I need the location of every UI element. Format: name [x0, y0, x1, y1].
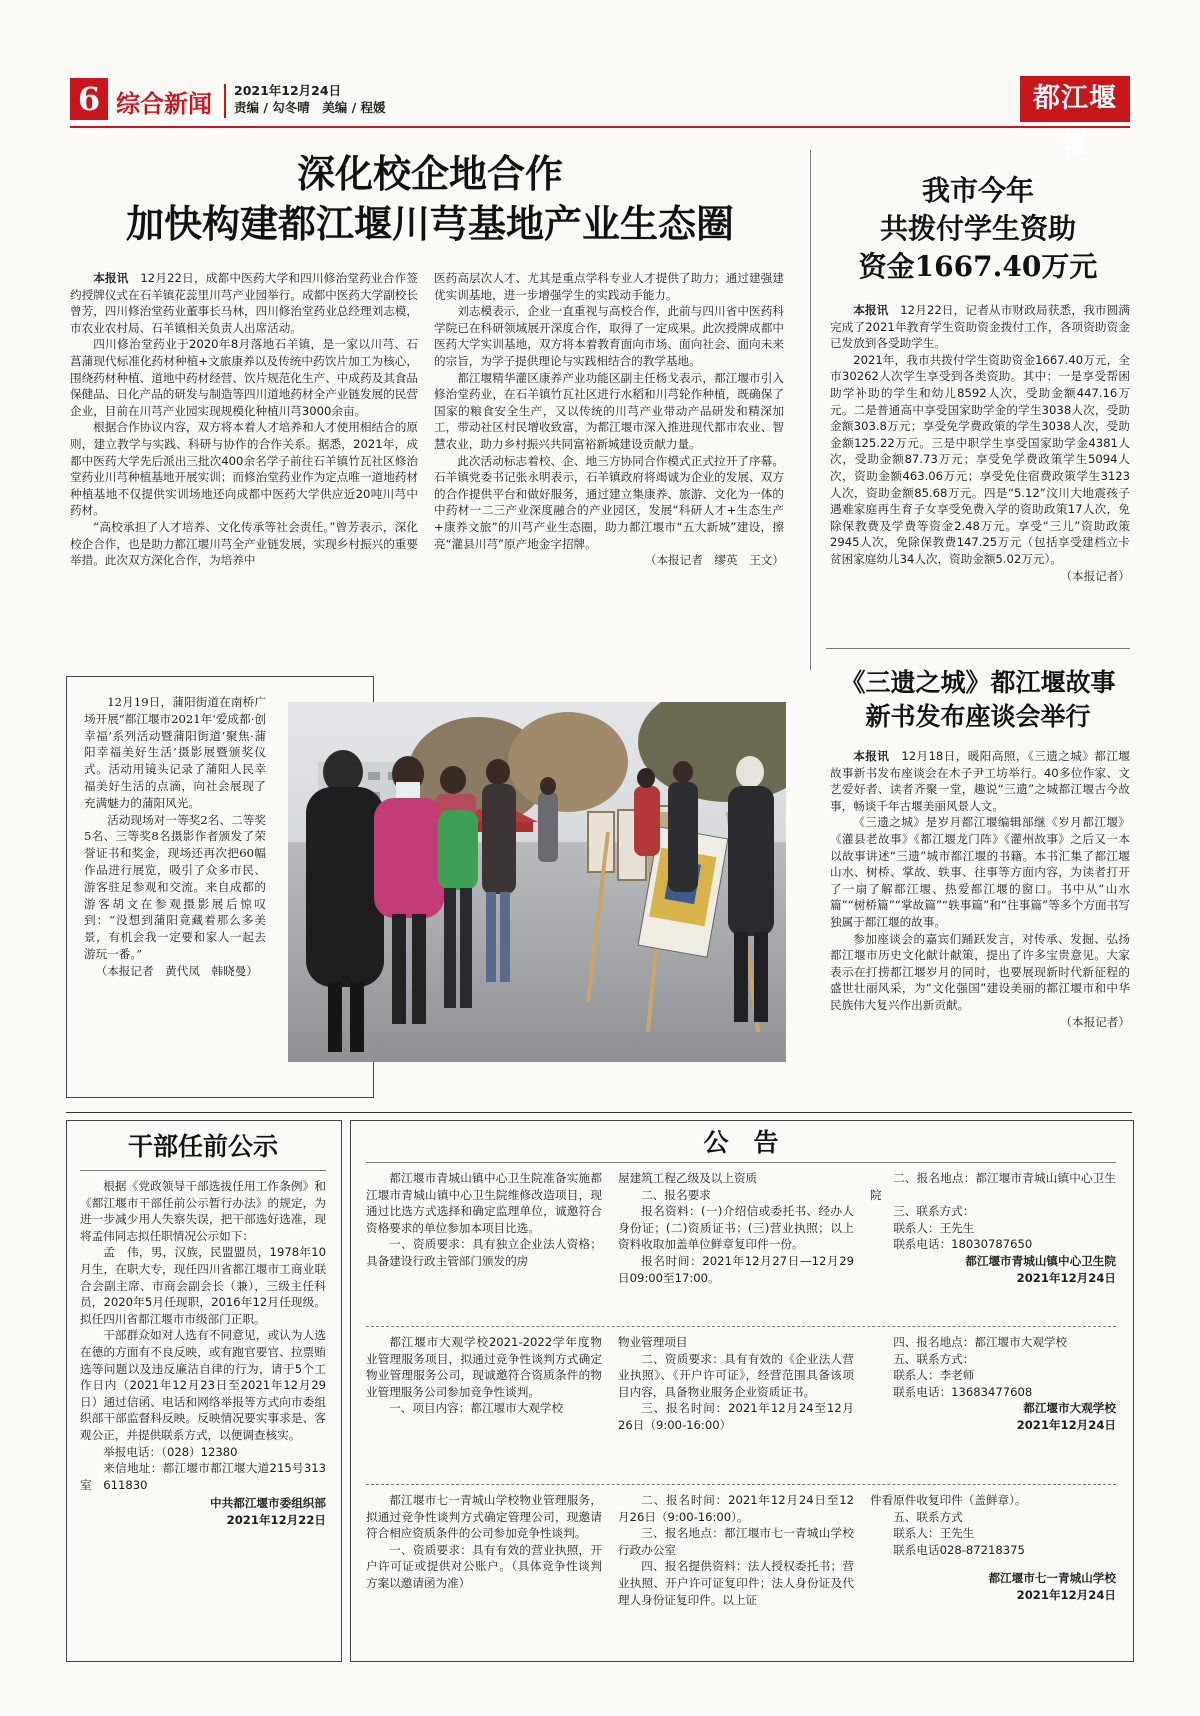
paragraph: 此次活动标志着校、企、地三方协同合作模式正式拉开了序幕。石羊镇党委书记张永明表示，石羊镇政府将竭诚为企业的发展、双方的合作提供平台和做好服务，通过建立集康养、旅游、文化为一体的中药材一二三产业深度融合的产业园区，发展“科研人才+生态生产+康养文旅”的川芎产业生态圈，助力都江堰市“五大新城”建设，擦亮“灌县川芎”原产地金字招牌。 — [434, 453, 784, 551]
header-separator — [224, 84, 226, 118]
notice-divider — [366, 1326, 1116, 1327]
notice2-col1 — [366, 1334, 602, 1417]
page-number: 6 — [70, 78, 108, 120]
section-divider — [826, 648, 1130, 649]
byline: （本报记者） — [1060, 568, 1130, 583]
paragraph: 二、资质要求：具有有效的《企业法人营业执照》、《开户许可证》，经营范围具备该项目内容，具备物业服务企业资质证书。 — [618, 1351, 854, 1399]
paragraph: 本报讯 12月22日，记者从市财政局获悉，我市圆满完成了2021年教育学生资助资金拨付工作，各项资助资金已发放到各受助学生。 — [830, 303, 1130, 351]
column-divider — [810, 150, 811, 670]
paragraph: 联系人：李老师 — [893, 1368, 975, 1383]
paragraph: 三、联系方式： — [893, 1204, 975, 1219]
paragraph: 五、联系方式： — [893, 1351, 975, 1366]
book-headline-line2: 新书发布座谈会举行 — [865, 702, 1091, 731]
byline: （本报记者 缪英 王文） — [644, 553, 784, 568]
paragraph: 本报讯 12月22日，成都中医药大学和四川修治堂药业合作签约授牌仪式在石羊镇花蕊里川芎产业园举行。成都中医药大学副校长曾芳，四川修治堂药业董事长马林，四川修治堂药业总经理刘志模，市农业农村局、石羊镇相关负责人出席活动。 — [70, 271, 418, 335]
paragraph: 三、报名地点：都江堰市七一青城山学校行政办公室 — [618, 1526, 854, 1557]
paragraph: 屋建筑工程乙级及以上资质 — [618, 1171, 758, 1185]
header-rule — [70, 126, 1130, 128]
paragraph: 联系电话：18030787650 — [893, 1237, 1033, 1252]
main-headline — [70, 150, 790, 248]
book-article-body — [830, 748, 1130, 1030]
notice1-col3 — [870, 1170, 1116, 1286]
paragraph: “高校承担了人才培养、文化传承等社会责任。”曾芳表示，深化校企合作，也是助力都江堰川芎全产业链发展，实现乡村振兴的重要举措。此次双方深化合作，为培养中 — [70, 519, 418, 568]
issuer: 中共都江堰市委组织部 — [210, 1496, 326, 1511]
issue-date: 2021年12月24日 — [1016, 1270, 1116, 1285]
paragraph: 一、项目内容：都江堰市大观学校 — [389, 1401, 564, 1416]
paragraph: 根据《党政领导干部选拔任用工作条例》和《都江堰市干部任前公示暂行办法》的规定，为进一步减少用人失察失误，把干部选好选准，现将孟伟同志拟任职情况公示如下： — [80, 1179, 326, 1243]
paragraph: 一、资质要求：具有独立企业法人资格；具备建设行政主管部门颁发的房 — [366, 1237, 602, 1268]
editor-credits: 责编 / 勾冬晴 美编 / 程媛 — [234, 100, 386, 115]
paragraph: 2021年，我市共拨付学生资助资金1667.40万元，全市30262人次学生享受到各类资助。其中：一是享受帮困助学补助的学生和幼儿8592人次，受助金额447.16万元。二是普通高中享受国家助学金的学生3038人次，受助金额303.8万元；享受免学费政策的学生3038人次，受助金额125.22万元。三是中职学生享受国家助学金4381人次，受助金额87.73万元；享受免学费政策学生5094人次，资助金额463.06万元；享受免住宿费政策学生3123人次，资助金额85.68万元。四是“5.12”汶川大地震孩子遇难家庭再生育子女享受免费入学的资助政策17人次，免除保教费及学费等资金2.48万元。享受“三儿”资助政策2945人次，免除保教费147.25万元（包括享受建档立卡贫困家庭幼儿34人次，资助金额5.02万元）。 — [830, 352, 1130, 566]
issuer: 都江堰市大观学校 — [1023, 1401, 1116, 1416]
paragraph: 来信地址：都江堰市都江堰大道215号313室 611830 — [80, 1461, 326, 1492]
issue-date: 2021年12月22日 — [226, 1512, 326, 1527]
paragraph: 四川修治堂药业于2020年8月落地石羊镇，是一家以川芎、石菖蒲现代标准化药材种植+文旅康养以及传统中药饮片加工为核心，围绕药材种植、道地中药材经营、饮片规范化生产、中成药及其食品保健品、日化产品的研发与制造等四川道地药材全产业链发展的民营企业，目前在川芎产业园实现规模化种植川芎3000余亩。 — [70, 337, 418, 418]
lead-tag: 本报讯 — [93, 271, 129, 285]
paragraph: 联系人：王先生 — [893, 1220, 975, 1235]
paragraph: 都江堰精华灌区康养产业功能区副主任杨戈表示，都江堰市引入修治堂药业，在石羊镇竹瓦社区进行水稻和川芎轮作种植，既确保了国家的粮食安全生产，又以传统的川芎产业带动产品研发和精深加工，带动社区村民增收致富，为都江堰市深入推进现代都市农业、智慧农业，助力乡村振兴共同富裕新城建设贡献力量。 — [434, 370, 784, 451]
paragraph: 都江堰市七一青城山学校物业管理服务，拟通过竞争性谈判方式确定管理公司，现邀请符合相应资质条件的公司参加竞争性谈判。 — [366, 1493, 602, 1541]
paragraph: 报名时间：2021年12月27日—12月29日09:00至17:00。 — [618, 1253, 854, 1285]
newspaper-logo: 都江堰報 — [1020, 76, 1130, 122]
paragraph: 举报电话：（028）12380 — [103, 1444, 238, 1459]
paragraph: 参加座谈会的嘉宾们踊跃发言，对传承、发掘、弘扬都江堰市历史文化献计献策，提出了许多宝贵意见。大家表示在打捞都江堰岁月的同时，也要展现新时代新征程的盛世壮丽风采，为“文化强国”建设美丽的都江堰市和中华民族伟大复兴作出新贡献。 — [830, 931, 1130, 1012]
paragraph: 件看原件收复印件（盖鲜章）。 — [870, 1493, 1027, 1507]
paragraph: 联系人：王先生 — [893, 1526, 975, 1541]
paragraph: 都江堰市青城山镇中心卫生院准备实施都江堰市青城山镇中心卫生院维修改造项目，现通过比选方式选择和确定监理单位，诚邀符合资格要求的单位参加本项目比选。 — [366, 1171, 602, 1235]
byline: （本报记者 黄代凤 韩晓曼） — [95, 963, 258, 978]
notice2-col3 — [870, 1334, 1116, 1434]
notice1-col1 — [366, 1170, 602, 1270]
aid-article-body — [830, 302, 1130, 584]
public-notice-title: 公 告 — [703, 1128, 779, 1157]
photo-exhibition-scene — [288, 702, 786, 1062]
paragraph: 根据合作协议内容，双方将本着人才培养和人才使用相结合的原则，建立教学与实践、科研与协作的合作关系。据悉，2021年，成都中医药大学先后派出三批次400余名学子前往石羊镇竹瓦社区修治堂药业川芎种植基地开展实训；而修治堂药业作为定点唯一道地药材种植基地不仅提供实训场地还向成都中医药大学供应近20吨川芎中药材。 — [70, 420, 418, 518]
main-headline-line1: 深化校企地合作 — [296, 151, 563, 196]
bottom-divider — [66, 1112, 1132, 1113]
paragraph: 《三遗之城》是岁月都江堰编辑部继《岁月都江堰》《灌县老故事》《都江堰龙门阵》《灌州故事》之后又一本以故事讲述“三遗”城市都江堰的书籍。本书汇集了都江堰山水、树桥、掌故、轶事、往事等方面内容，为读者打开了一扇了解都江堰、热爱都江堰的窗口。书中从“山水篇”“树桥篇”“掌故篇”“轶事篇”和“往事篇”等多个方面书写独属于都江堰的故事。 — [830, 815, 1130, 929]
paragraph: 二、报名要求 — [641, 1187, 711, 1202]
paragraph: 四、报名地点：都江堰市大观学校 — [893, 1335, 1068, 1349]
main-article-col1 — [70, 270, 418, 569]
paragraph: 12月19日，蒲阳街道在南桥广场开展“都江堰市2021年‘爱成都·创幸福’系列活动暨蒲阳街道‘聚焦·蒲阳幸福美好生活’摄影展暨颁奖仪式。活动用镜头记录了蒲阳人民幸福美好生活的点滴，向社会展现了充满魅力的蒲阳风光。 — [84, 695, 266, 810]
issuer: 都江堰市七一青城山学校 — [988, 1571, 1116, 1586]
main-article-col2 — [434, 270, 784, 569]
paragraph: 孟 伟，男，汉族，民盟盟员，1978年10月生，在职大专，现任四川省都江堰市工商业联合会副主席、市商会副会长（兼），三级主任科员，2020年5月任现职，2016年12月任现级。拟任四川省都江堰市市级部门正职。 — [80, 1245, 326, 1326]
notice3-col3 — [870, 1492, 1116, 1604]
public-title-rule — [366, 1162, 1116, 1163]
cadre-notice-title: 干部任前公示 — [127, 1132, 278, 1161]
notice2-col2 — [618, 1334, 854, 1434]
issuer: 都江堰市青城山镇中心卫生院 — [965, 1253, 1116, 1268]
paragraph: 医药高层次人才、尤其是重点学科专业人才提供了助力；通过建强建优实训基地，进一步增强学生的实践动手能力。 — [434, 271, 784, 302]
paragraph: 活动现场对一等奖2名、二等奖5名、三等奖8名摄影作者颁发了荣誉证书和奖金，现场还再次把60幅作品进行展览，吸引了众多市民、游客驻足参观和交流。来自成都的游客胡文在参观摄影展后惊叹到：“没想到蒲阳竟藏着那么多美景，有机会我一定要和家人一起去游玩一番。” — [84, 812, 266, 961]
paragraph: 联系电话：13683477608 — [893, 1384, 1033, 1399]
issue-date: 2021年12月24日 — [1016, 1417, 1116, 1432]
lead-tag: 本报讯 — [853, 749, 890, 763]
aid-headline-line1: 我市今年 — [921, 174, 1034, 207]
paragraph: 四、报名提供资料：法人授权委托书；营业执照、开户许可证复印件；法人身份证及代理人身份证复印件。以上证 — [618, 1559, 854, 1607]
paragraph: 联系电话028-87218375 — [893, 1542, 1025, 1557]
paragraph: 干部群众如对人选有不同意见，或认为人选在德的方面有不良反映，或有跑官要官、拉票贿选等问题以及违反廉洁自律的行为，请于5个工作日内（2021年12月23日至2021年12月29日）通过信函、电话和网络举报等方式向市委组织部干部监督科反映。反映情况要实事求是、客观公正，并提供联系方式，以便调查核实。 — [80, 1328, 326, 1442]
aid-headline-line3: 资金1667.40万元 — [858, 250, 1098, 283]
paragraph: 刘志模表示，企业一直重视与高校合作，此前与四川省中医药科学院已在科研领域展开深度合作，取得了一定成果。此次授牌成都中医药大学实训基地，双方将本着教育面向市场、面向社会、面向未来的宗旨，为学子提供理论与实践相结合的教学基地。 — [434, 304, 784, 368]
paragraph: 二、报名地点：都江堰市青城山镇中心卫生院 — [870, 1171, 1116, 1202]
paragraph: 一、资质要求：具有有效的营业执照，开户许可证或提供对公账户。（具体竞争性谈判方案以邀请函为准） — [366, 1542, 602, 1590]
paragraph: 本报讯 12月18日，暖阳高照，《三遗之城》都江堰故事新书发布座谈会在木子尹工坊举行。40多位作家、文艺爱好者、读者齐聚一堂，趣说“三遗”之城都江堰古今故事，畅谈千年古堰美丽风景人文。 — [830, 749, 1130, 813]
paragraph: 报名资料：(一)介绍信或委托书、经办人身份证；(二)资质证书；(三)营业执照；以上资料收取加盖单位鲜章复印件一份。 — [618, 1204, 854, 1252]
lead-tag: 本报讯 — [853, 303, 889, 317]
notice-divider — [366, 1484, 1116, 1485]
book-headline-line1: 《三遗之城》都江堰故事 — [840, 668, 1116, 697]
notice1-col2 — [618, 1170, 854, 1286]
paragraph: 三、报名时间：2021年12月24至12月26日（9:00-16:00） — [618, 1401, 854, 1432]
main-headline-line2: 加快构建都江堰川芎基地产业生态圈 — [125, 201, 734, 246]
notice3-col2 — [618, 1492, 854, 1608]
paragraph: 物业管理项目 — [618, 1335, 688, 1349]
paragraph: 都江堰市大观学校2021-2022学年度物业管理服务项目，拟通过竞争性谈判方式确定物业管理服务公司，现诚邀符合资质条件的物业管理服务公司参加竞争性谈判。 — [366, 1335, 602, 1399]
aid-headline-line2: 共拨付学生资助 — [879, 212, 1076, 245]
notice3-col1 — [366, 1492, 602, 1592]
paragraph: 二、报名时间：2021年12月24日至12月26日（9:00-16:00）。 — [618, 1493, 854, 1524]
section-name: 综合新闻 — [116, 90, 212, 118]
issue-date: 2021年12月24日 — [1016, 1587, 1116, 1602]
issue-date: 2021年12月24日 — [234, 83, 342, 98]
cadre-notice-body — [80, 1178, 326, 1528]
cadre-title-rule — [80, 1170, 326, 1171]
photo-caption — [84, 694, 266, 980]
book-headline — [820, 666, 1136, 734]
aid-headline — [826, 172, 1130, 286]
byline: （本报记者） — [1060, 1014, 1130, 1029]
paragraph: 五、联系方式 — [893, 1509, 963, 1524]
